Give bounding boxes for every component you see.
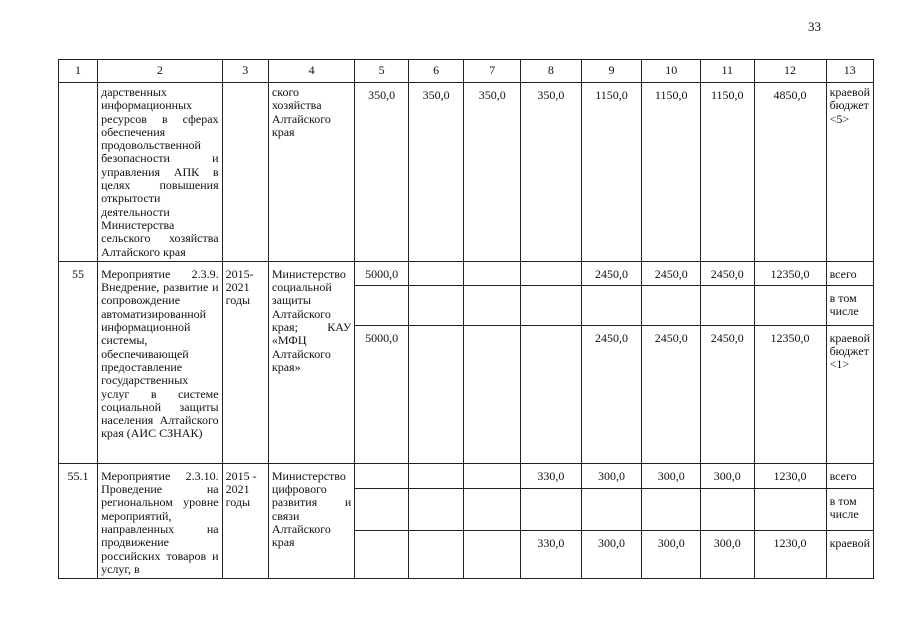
header-col-6: 6 — [408, 60, 464, 83]
value-cell: 2450,0 — [701, 261, 755, 285]
executor-cell: Министерство социальной защиты Алтайского края; КАУ «МФЦ Алтайского края» — [268, 261, 354, 463]
value-cell: 350,0 — [520, 83, 581, 262]
header-col-3: 3 — [222, 60, 268, 83]
value-cell — [464, 261, 521, 285]
value-cell — [408, 530, 464, 578]
value-cell — [520, 285, 581, 325]
value-cell: 1230,0 — [754, 530, 826, 578]
measure-description: дарственных информационных ресурсов в сферах обеспечения продовольственной безопасности и управления АПК в целях повышения открытости деятельности Министерства сельского хозяйства Алтайского края — [98, 83, 223, 262]
value-cell: 1150,0 — [581, 83, 642, 262]
header-col-8: 8 — [520, 60, 581, 83]
value-cell — [520, 261, 581, 285]
value-cell — [408, 261, 464, 285]
value-cell — [408, 489, 464, 531]
value-cell: 5000,0 — [355, 325, 409, 463]
funding-source: краевой бюджет <1> — [826, 325, 873, 463]
value-cell — [520, 489, 581, 531]
value-cell — [701, 489, 755, 531]
value-cell — [464, 285, 521, 325]
page-number: 33 — [808, 19, 821, 34]
funding-source: всего — [826, 261, 873, 285]
header-col-10: 10 — [642, 60, 701, 83]
value-cell — [701, 285, 755, 325]
value-cell: 300,0 — [701, 530, 755, 578]
header-col-13: 13 — [826, 60, 873, 83]
value-cell: 300,0 — [642, 530, 701, 578]
header-col-9: 9 — [581, 60, 642, 83]
value-cell — [464, 463, 521, 488]
value-cell: 12350,0 — [754, 261, 826, 285]
value-cell: 350,0 — [464, 83, 521, 262]
table-row — [59, 261, 874, 285]
value-cell: 5000,0 — [355, 261, 409, 285]
value-cell — [642, 285, 701, 325]
row-number — [59, 83, 98, 262]
value-cell — [754, 285, 826, 325]
value-cell — [581, 285, 642, 325]
period-cell: 2015-2021 годы — [222, 261, 268, 463]
value-cell — [464, 325, 521, 463]
table-row — [59, 83, 874, 262]
funding-source: краевой бюджет <5> — [826, 83, 873, 262]
value-cell: 2450,0 — [642, 325, 701, 463]
header-col-11: 11 — [701, 60, 755, 83]
budget-table — [58, 59, 874, 579]
header-col-5: 5 — [355, 60, 409, 83]
table-row — [59, 463, 874, 488]
value-cell: 300,0 — [581, 530, 642, 578]
funding-source: в том числе — [826, 489, 873, 531]
executor-cell: ского хозяйства Алтайского края — [268, 83, 354, 262]
value-cell — [464, 489, 521, 531]
value-cell — [408, 463, 464, 488]
value-cell — [355, 463, 409, 488]
value-cell: 1230,0 — [754, 463, 826, 488]
measure-description: Мероприятие 2.3.9. Внедрение, развитие и сопровождение автоматизированной информационной системы, обеспечивающей предоставление государственных услуг в системе социальной защиты населения Алтайского края (АИС СЗНАК) — [98, 261, 223, 463]
value-cell: 350,0 — [408, 83, 464, 262]
value-cell: 330,0 — [520, 463, 581, 488]
value-cell — [520, 325, 581, 463]
value-cell: 1150,0 — [701, 83, 755, 262]
header-col-4: 4 — [268, 60, 354, 83]
header-row — [59, 60, 874, 83]
value-cell — [642, 489, 701, 531]
value-cell: 4850,0 — [754, 83, 826, 262]
value-cell: 300,0 — [701, 463, 755, 488]
value-cell — [408, 325, 464, 463]
executor-cell: Министерство цифрового развития и связи Алтайского края — [268, 463, 354, 578]
value-cell: 2450,0 — [581, 325, 642, 463]
period-cell — [222, 83, 268, 262]
value-cell — [355, 285, 409, 325]
value-cell: 2450,0 — [701, 325, 755, 463]
value-cell — [754, 489, 826, 531]
value-cell: 12350,0 — [754, 325, 826, 463]
header-col-2: 2 — [98, 60, 223, 83]
row-number: 55.1 — [59, 463, 98, 578]
measure-description: Мероприятие 2.3.10. Проведение на региональном уровне мероприятий, направленных на продвижение российских товаров и услуг, в — [98, 463, 223, 578]
value-cell — [355, 489, 409, 531]
value-cell: 300,0 — [642, 463, 701, 488]
period-cell: 2015 - 2021 годы — [222, 463, 268, 578]
value-cell: 330,0 — [520, 530, 581, 578]
value-cell — [581, 489, 642, 531]
header-col-7: 7 — [464, 60, 521, 83]
value-cell: 1150,0 — [642, 83, 701, 262]
funding-source: всего — [826, 463, 873, 488]
header-col-1: 1 — [59, 60, 98, 83]
value-cell — [464, 530, 521, 578]
header-col-12: 12 — [754, 60, 826, 83]
value-cell — [355, 530, 409, 578]
row-number: 55 — [59, 261, 98, 463]
value-cell: 300,0 — [581, 463, 642, 488]
funding-source: в том числе — [826, 285, 873, 325]
funding-source: краевой — [826, 530, 873, 578]
value-cell: 350,0 — [355, 83, 409, 262]
value-cell — [408, 285, 464, 325]
value-cell: 2450,0 — [581, 261, 642, 285]
value-cell: 2450,0 — [642, 261, 701, 285]
